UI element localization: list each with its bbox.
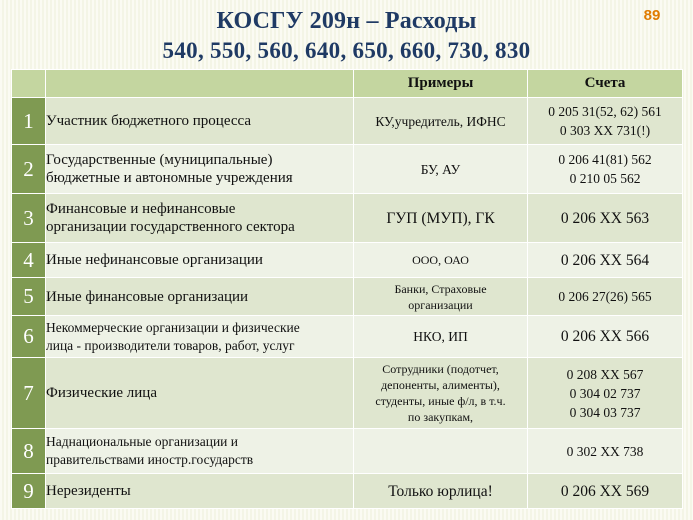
table-row (12, 98, 683, 145)
table-row (12, 145, 683, 194)
row-accounts: 0 206 41(81) 562 0 210 05 562 (528, 145, 683, 194)
row-name: Некоммерческие организации и физические лица - производители товаров, работ, услуг (46, 316, 354, 358)
row-accounts: 0 206 ХХ 564 (528, 243, 683, 278)
row-number: 3 (12, 194, 46, 243)
row-name: Нерезиденты (46, 474, 354, 509)
row-accounts: 0 302 ХХ 738 (528, 429, 683, 474)
row-accounts: 0 206 ХХ 566 (528, 316, 683, 358)
table-row (12, 474, 683, 509)
row-accounts: 0 206 27(26) 565 (528, 278, 683, 316)
table-row (12, 194, 683, 243)
row-examples (354, 429, 528, 474)
row-name: Государственные (муниципальные) бюджетные и автономные учреждения (46, 145, 354, 194)
row-number: 7 (12, 358, 46, 429)
row-examples: ГУП (МУП), ГК (354, 194, 528, 243)
row-name: Иные нефинансовые организации (46, 243, 354, 278)
row-examples: Сотрудники (подотчет, депоненты, алименты), студенты, иные ф/л, в т.ч. по закупкам, (354, 358, 528, 429)
slide-subtitle: 540, 550, 560, 640, 650, 660, 730, 830 (162, 38, 531, 63)
row-examples: НКО, ИП (354, 316, 528, 358)
table-header-row (12, 70, 683, 98)
row-number: 4 (12, 243, 46, 278)
row-name: Наднациональные организации и правительствами иностр.государств (46, 429, 354, 474)
row-examples: КУ,учредитель, ИФНС (354, 98, 528, 145)
row-accounts: 0 208 ХХ 567 0 304 02 737 0 304 03 737 (528, 358, 683, 429)
table-row (12, 429, 683, 474)
header-examples: Примеры (354, 70, 528, 98)
row-number: 9 (12, 474, 46, 509)
row-examples: Только юрлица! (354, 474, 528, 509)
table-row (12, 316, 683, 358)
row-examples: Банки, Страховые организации (354, 278, 528, 316)
row-number: 6 (12, 316, 46, 358)
table-row (12, 358, 683, 429)
row-examples: ООО, ОАО (354, 243, 528, 278)
table-row (12, 243, 683, 278)
row-number: 5 (12, 278, 46, 316)
slide-title: КОСГУ 209н – Расходы (216, 8, 477, 34)
header-accounts: Счета (528, 70, 683, 98)
row-number: 2 (12, 145, 46, 194)
table-row (12, 278, 683, 316)
header-number (12, 70, 46, 98)
row-accounts: 0 205 31(52, 62) 561 0 303 ХХ 731(!) (528, 98, 683, 145)
row-name: Финансовые и нефинансовые организации государственного сектора (46, 194, 354, 243)
row-name: Участник бюджетного процесса (46, 98, 354, 145)
header-name (46, 70, 354, 98)
row-name: Иные финансовые организации (46, 278, 354, 316)
row-name: Физические лица (46, 358, 354, 429)
row-accounts: 0 206 ХХ 563 (528, 194, 683, 243)
row-accounts: 0 206 ХХ 569 (528, 474, 683, 509)
row-number: 8 (12, 429, 46, 474)
page-number: 89 (643, 7, 661, 24)
row-number: 1 (12, 98, 46, 145)
row-examples: БУ, АУ (354, 145, 528, 194)
kosgu-table (11, 69, 683, 509)
